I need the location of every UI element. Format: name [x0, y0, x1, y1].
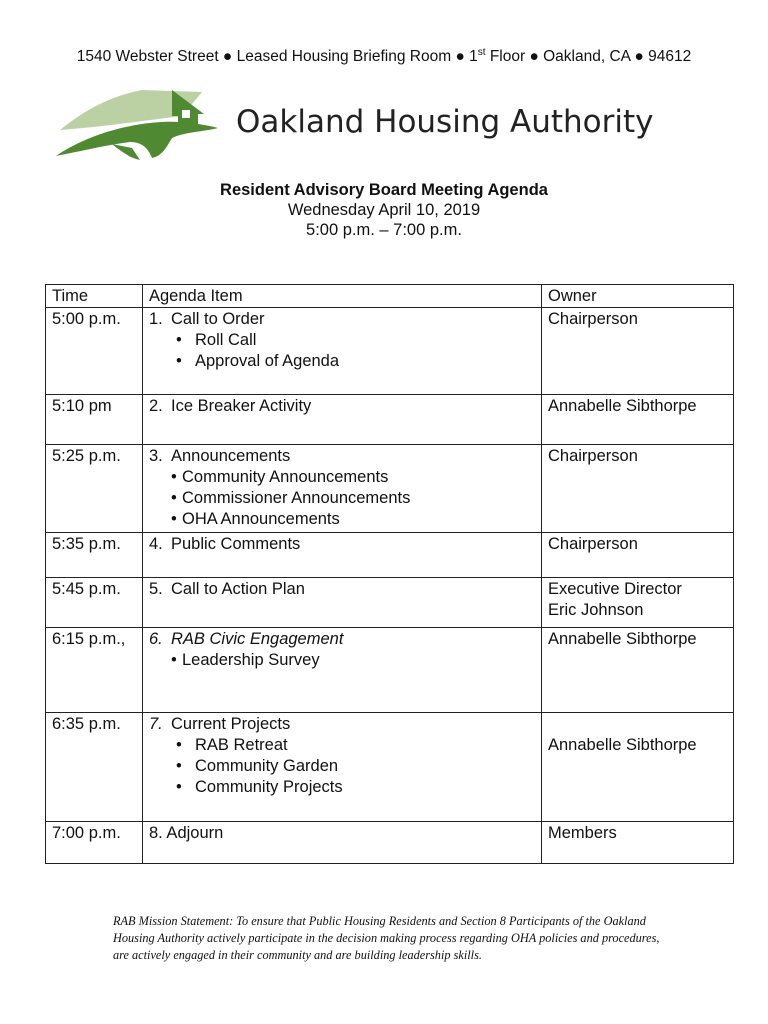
mission-statement: RAB Mission Statement: To ensure that Public Housing Residents and Section 8 Participants of the Oakland Housing Authority actively participate in the decision making process regarding OHA policies and procedures, are actively engaged in their community and are building leadership skills. — [113, 914, 660, 962]
sub-item-list — [149, 330, 535, 372]
row-time: 5:00 p.m. — [46, 308, 143, 395]
meeting-title: Resident Advisory Board Meeting Agenda — [220, 181, 548, 199]
row-item: 1. Call to Order • Roll Call • Approval of Agenda — [143, 308, 542, 395]
row-item: 2. Ice Breaker Activity — [143, 395, 542, 445]
meeting-heading — [0, 180, 768, 240]
row-time: 5:35 p.m. — [46, 533, 143, 578]
house-leaf-icon — [52, 86, 232, 166]
row-item: 8. Adjourn — [143, 822, 542, 864]
row-owner: Chairperson — [542, 445, 734, 533]
row-time: 6:35 p.m. — [46, 713, 143, 822]
row-owner: Executive Director Eric Johnson — [542, 578, 734, 628]
table-row — [46, 445, 734, 533]
header-time: Time — [46, 285, 143, 308]
list-item: • Approval of Agenda — [149, 351, 535, 372]
header-address: 1540 Webster Street ● Leased Housing Briefing Room ● 1st Floor ● Oakland, CA ● 94612 — [76, 47, 692, 66]
row-item: 4. Public Comments — [143, 533, 542, 578]
row-time: 7:00 p.m. — [46, 822, 143, 864]
row-time: 5:45 p.m. — [46, 578, 143, 628]
list-item: • Community Announcements — [149, 467, 535, 488]
list-item: • Community Garden — [149, 756, 535, 777]
table-row — [46, 578, 734, 628]
list-item: • OHA Announcements — [149, 509, 535, 530]
row-time: 5:10 pm — [46, 395, 143, 445]
row-owner: Annabelle Sibthorpe — [542, 628, 734, 713]
row-owner: Chairperson — [542, 533, 734, 578]
list-item: • RAB Retreat — [149, 735, 535, 756]
oha-logo — [52, 86, 692, 166]
header-owner: Owner — [542, 285, 734, 308]
table-row — [46, 822, 734, 864]
meeting-time: 5:00 p.m. – 7:00 p.m. — [306, 221, 462, 239]
table-row — [46, 713, 734, 822]
row-owner: Annabelle Sibthorpe — [542, 395, 734, 445]
list-item: • Commissioner Announcements — [149, 488, 535, 509]
list-item: • Roll Call — [149, 330, 535, 351]
row-time: 5:25 p.m. — [46, 445, 143, 533]
sub-item-list — [149, 467, 535, 530]
header-agenda-item: Agenda Item — [143, 285, 542, 308]
row-time: 6:15 p.m., — [46, 628, 143, 713]
table-row — [46, 628, 734, 713]
meeting-date: Wednesday April 10, 2019 — [287, 201, 481, 219]
sub-item-list — [149, 650, 535, 671]
row-owner: Annabelle Sibthorpe — [542, 713, 734, 822]
logo-wordmark: Oakland Housing Authority — [236, 104, 654, 140]
row-item: 3. Announcements • Community Announcements • Commissioner Announcements • OHA Announcements — [143, 445, 542, 533]
row-item: 7. Current Projects • RAB Retreat • Community Garden • Community Projects — [143, 713, 542, 822]
row-item: 5. Call to Action Plan — [143, 578, 542, 628]
sub-item-list — [149, 735, 535, 798]
row-owner: Members — [542, 822, 734, 864]
table-row — [46, 308, 734, 395]
table-row — [46, 533, 734, 578]
list-item: • Leadership Survey — [149, 650, 535, 671]
agenda-table — [45, 284, 734, 864]
row-item: 6. RAB Civic Engagement • Leadership Survey — [143, 628, 542, 713]
table-header-row — [46, 285, 734, 308]
list-item: • Community Projects — [149, 777, 535, 798]
row-owner: Chairperson — [542, 308, 734, 395]
table-row — [46, 395, 734, 445]
